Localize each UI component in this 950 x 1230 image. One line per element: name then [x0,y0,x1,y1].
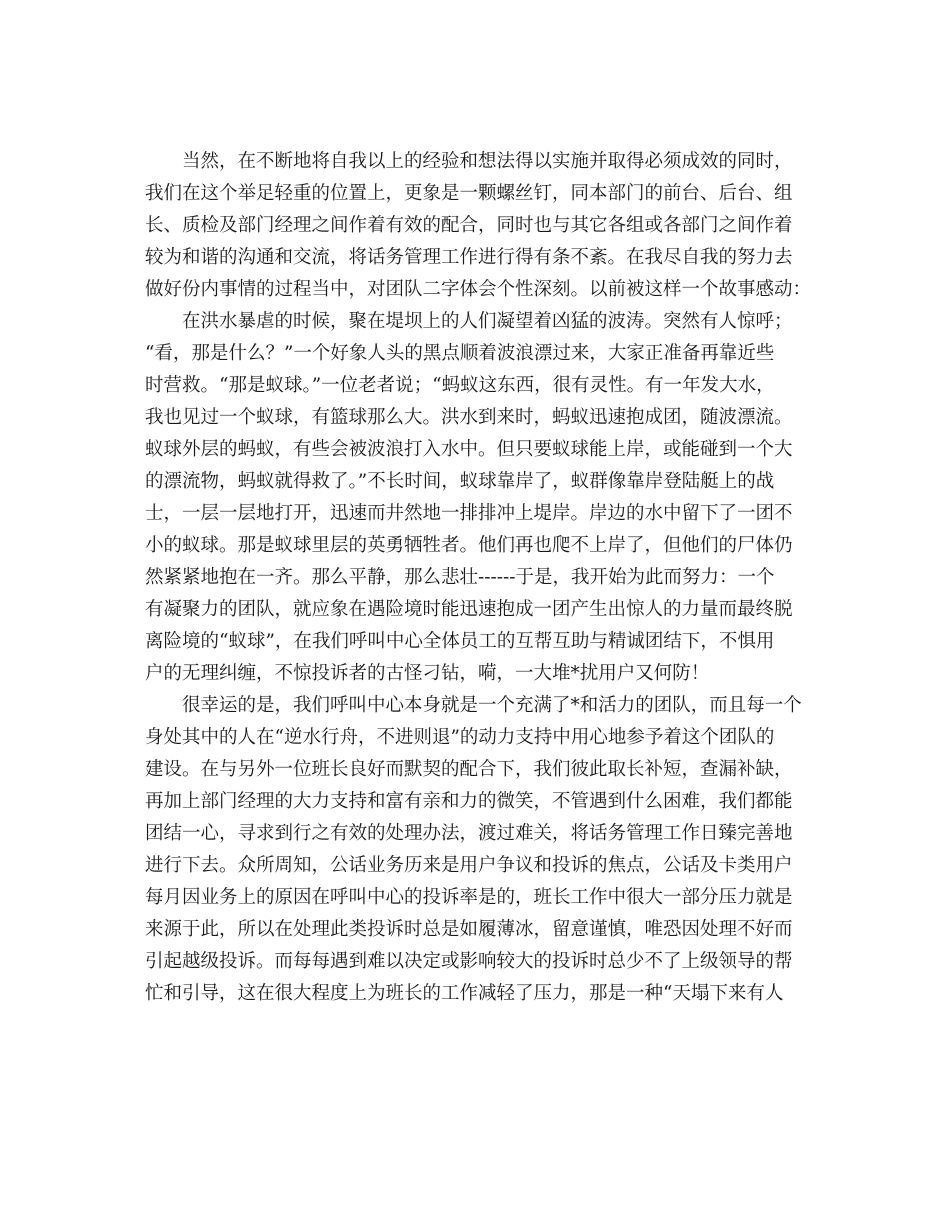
text-line: 然紧紧地抱在一齐。那么平静，那么悲壮------于是，我开始为此而努力：一个 [145,567,775,588]
text-line: 蚁球外层的蚂蚁，有些会被波浪打入水中。但只要蚁球能上岸，或能碰到一个大 [145,439,793,460]
text-line: 的漂流物，蚂蚁就得救了。”不长时间，蚁球靠岸了，蚁群像靠岸登陆艇上的战 [145,471,775,492]
text-line: 士，一层一层地打开，迅速而井然地一排排冲上堤岸。岸边的水中留下了一团不 [145,503,793,524]
text-line: 时营救。“那是蚁球。”一位老者说；“蚂蚁这东西，很有灵性。有一年发大水， [145,375,775,396]
text-line: 有凝聚力的团队，就应象在遇险境时能迅速抱成一团产生出惊人的力量而最终脱 [145,599,793,620]
text-line: 建设。在与另外一位班长良好而默契的配合下，我们彼此取长补短，查漏补缺， [145,759,793,780]
text-line: 我也见过一个蚁球，有篮球那么大。洪水到来时，蚂蚁迅速抱成团，随波漂流。 [145,407,793,428]
text-line: 进行下去。众所周知，公话业务历来是用户争议和投诉的焦点，公话及卡类用户 [145,855,793,876]
text-line: 做好份内事情的过程当中，对团队二字体会个性深刻。以前被这样一个故事感动： [145,279,812,300]
text-line: 在洪水暴虐的时候，聚在堤坝上的人们凝望着凶猛的波涛。突然有人惊呼； [145,311,793,332]
text-line: 离险境的“蚁球”，在我们呼叫中心全体员工的互帮互助与精诚团结下，不惧用 [145,631,775,652]
text-line: 身处其中的人在“逆水行舟，不进则退”的动力支持中用心地参予着这个团队的 [145,727,775,748]
text-line: 再加上部门经理的大力支持和富有亲和力的微笑，不管遇到什么困难，我们都能 [145,791,793,812]
text-line: “看，那是什么？”一个好象人头的黑点顺着波浪漂过来，大家正准备再靠近些 [145,343,775,364]
text-line: 较为和谐的沟通和交流，将话务管理工作进行得有条不紊。在我尽自我的努力去 [145,247,793,268]
text-line: 户的无理纠缠，不惊投诉者的古怪刁钻，嗬，一大堆*扰用户又何防！ [145,663,710,684]
text-line: 当然，在不断地将自我以上的经验和想法得以实施并取得必须成效的同时， [145,151,793,172]
text-line: 每月因业务上的原因在呼叫中心的投诉率是的，班长工作中很大一部分压力就是 [145,887,793,908]
text-line: 团结一心，寻求到行之有效的处理办法，渡过难关，将话务管理工作日臻完善地 [145,823,793,844]
text-line: 很幸运的是，我们呼叫中心本身就是一个充满了*和活力的团队，而且每一个 [145,695,802,716]
text-line: 长、质检及部门经理之间作着有效的配合，同时也与其它各组或各部门之间作着 [145,215,793,236]
text-line: 引起越级投诉。而每每遇到难以决定或影响较大的投诉时总少不了上级领导的帮 [145,951,793,972]
text-line: 来源于此，所以在处理此类投诉时总是如履薄冰，留意谨慎，唯恐因处理不好而 [145,919,793,940]
text-line: 忙和引导，这在很大程度上为班长的工作减轻了压力，那是一种“天塌下来有人 [145,983,784,1004]
text-line: 小的蚁球。那是蚁球里层的英勇牺牲者。他们再也爬不上岸了，但他们的尸体仍 [145,535,793,556]
text-line: 我们在这个举足轻重的位置上，更象是一颗螺丝钉，同本部门的前台、后台、组 [145,183,793,204]
